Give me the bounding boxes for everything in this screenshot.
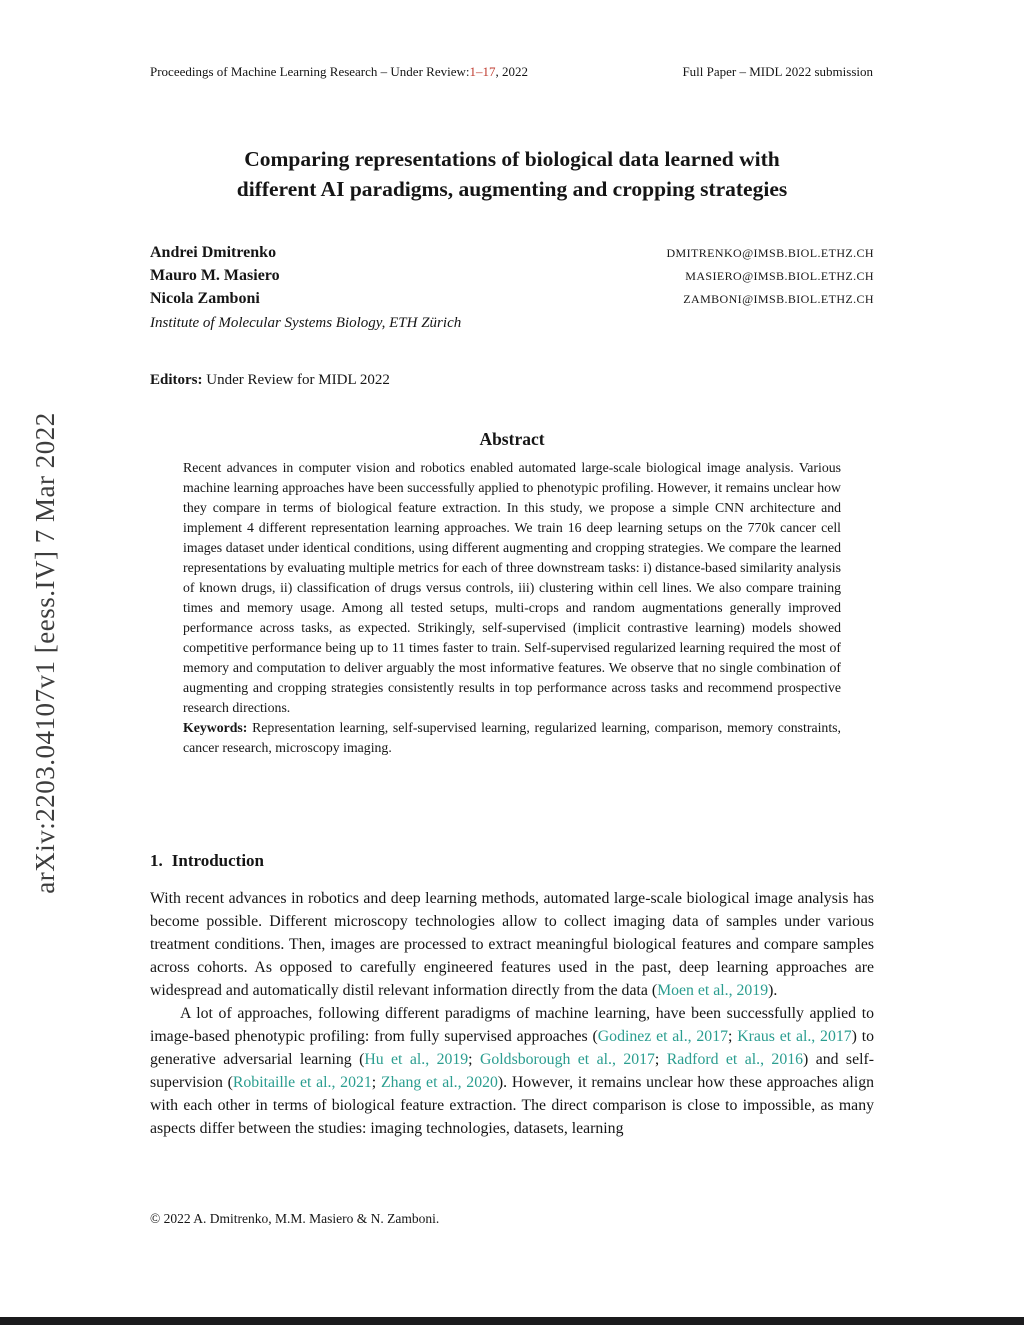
text-run: ; xyxy=(654,1051,667,1068)
citation-link[interactable]: Radford et al., 2016 xyxy=(666,1051,804,1068)
citation-link[interactable]: Goldsborough et al., 2017 xyxy=(479,1051,655,1068)
author-email: MASIERO@IMSB.BIOL.ETHZ.CH xyxy=(685,269,874,283)
running-header xyxy=(150,64,873,80)
text-run: ; xyxy=(371,1074,381,1091)
author-name: Mauro M. Masiero xyxy=(150,267,280,284)
text-run: ) to generative adversarial learning ( xyxy=(150,1028,875,1068)
editors-label: Editors: xyxy=(150,372,203,388)
text-run: Proceedings of Machine Learning Research – Under Review: xyxy=(150,64,470,79)
author-row xyxy=(150,290,874,313)
header-right-text: Full Paper – MIDL 2022 submission xyxy=(682,64,873,79)
title-line-2: different AI paradigms, augmenting and cropping strategies xyxy=(236,177,788,201)
page-range-link[interactable]: 1–17 xyxy=(469,64,496,79)
title-line-1: Comparing representations of biological data learned with xyxy=(244,147,780,171)
citation-link[interactable]: Zhang et al., 2020 xyxy=(380,1074,498,1091)
section-title: Introduction xyxy=(171,851,265,870)
citation-link[interactable]: Kraus et al., 2017 xyxy=(737,1028,852,1045)
editors-text: Under Review for MIDL 2022 xyxy=(202,372,390,388)
viewer-bottom-edge xyxy=(0,1317,1024,1325)
editors-line xyxy=(150,372,390,389)
abstract-section xyxy=(183,458,841,758)
copyright-line: © 2022 A. Dmitrenko, M.M. Masiero & N. Zamboni. xyxy=(150,1211,440,1226)
citation-link[interactable]: Hu et al., 2019 xyxy=(364,1051,469,1068)
keywords-label: Keywords: xyxy=(183,720,248,735)
text-run: With recent advances in robotics and deep learning methods, automated large-scale biological image analysis has become possible. Different microscopy technologies allow to collect imaging data of samples under various treatment conditions. Then, images are processed to extract meaningful biological features and compare samples across cohorts. As opposed to carefully engineered features used in the past, deep learning approaches are widespread and automatically distil relevant information directly from the data ( xyxy=(150,890,874,999)
header-left-text xyxy=(150,64,528,80)
citation-link[interactable]: Godinez et al., 2017 xyxy=(597,1028,728,1045)
text-run: ). xyxy=(768,982,778,999)
arxiv-watermark: arXiv:2203.04107v1 [eess.IV] 7 Mar 2022 xyxy=(30,412,60,894)
citation-link[interactable]: Moen et al., 2019 xyxy=(657,982,769,999)
author-row xyxy=(150,244,874,267)
abstract-heading: Abstract xyxy=(479,429,545,449)
author-email: ZAMBONI@IMSB.BIOL.ETHZ.CH xyxy=(683,292,874,306)
author-row xyxy=(150,267,874,290)
author-block xyxy=(150,244,874,332)
paragraph xyxy=(150,1002,874,1140)
text-run: , 2022 xyxy=(495,64,528,79)
author-affiliation: Institute of Molecular Systems Biology, ETH Zürich xyxy=(150,315,462,331)
author-name: Nicola Zamboni xyxy=(150,290,260,307)
keywords-text: Representation learning, self-supervised learning, regularized learning, comparison, memory constraints, cancer research, microscopy imaging. xyxy=(183,720,841,755)
author-email: DMITRENKO@IMSB.BIOL.ETHZ.CH xyxy=(666,246,874,260)
section-number: 1. xyxy=(150,851,163,870)
text-run: ; xyxy=(728,1028,738,1045)
citation-link[interactable]: Robitaille et al., 2021 xyxy=(232,1074,372,1091)
text-run: ; xyxy=(468,1051,480,1068)
introduction-section xyxy=(150,887,874,1140)
paragraph xyxy=(150,887,874,1002)
text-run: A lot of approaches, following different paradigms of machine learning, have been successfully applied to image-based phenotypic profiling: from fully supervised approaches ( xyxy=(150,1005,874,1045)
abstract-text: Recent advances in computer vision and robotics enabled automated large-scale biological image analysis. Various machine learning approaches have been successfully applied to phenotypic profiling. However, it remains unclear how they compare in terms of biological feature extraction. In this study, we propose a simple CNN architecture and implement 4 different representation learning approaches. We train 16 deep learning setups on the 770k cancer cell images dataset under identical conditions, using different augmenting and cropping strategies. We compare the learned representations by evaluating multiple metrics for each of three downstream tasks: i) distance-based similarity analysis of known drugs, ii) classification of drugs versus controls, iii) clustering within cell lines. We also compare training times and memory usage. Among all tested setups, multi-crops and random augmentations generally improved performance across tasks, as expected. Strikingly, self-supervised (implicit contrastive learning) models showed competitive performance being up to 11 times faster to train. Self-supervised regularized learning required the most of memory and computation to deliver arguably the most informative features. We observe that no single combination of augmenting and cropping strategies consistently results in top performance across tasks and recommend prospective research directions. xyxy=(183,460,841,715)
author-name: Andrei Dmitrenko xyxy=(150,244,277,261)
section-heading-introduction xyxy=(150,851,264,871)
keywords-line xyxy=(183,718,841,758)
text-run: ) and self-supervision ( xyxy=(150,1051,874,1091)
paper-title xyxy=(90,144,934,204)
text-run: ). However, it remains unclear how these approaches align with each other in terms of biological feature extraction. The direct comparison is close to impossible, as many aspects differ between the studies: imaging technologies, datasets, learning xyxy=(150,1074,875,1137)
